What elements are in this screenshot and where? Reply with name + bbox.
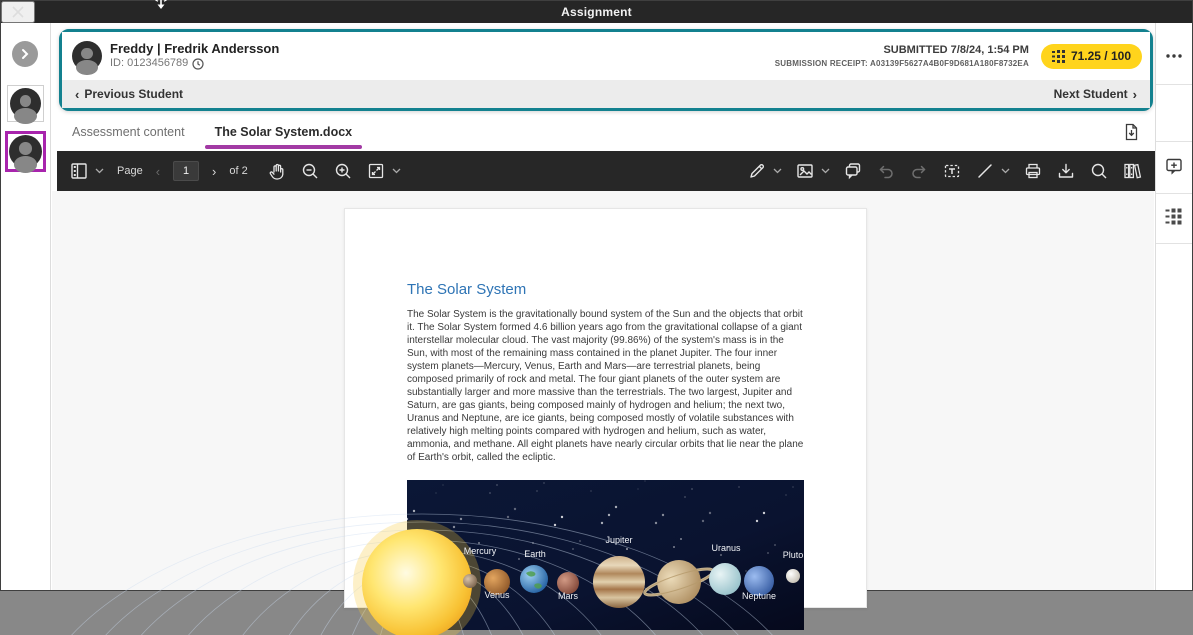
overflow-menu-icon[interactable] (1165, 53, 1183, 59)
window-title: Assignment (561, 5, 632, 19)
top-bar (1, 1, 1192, 23)
clock-icon (192, 58, 204, 70)
planet-sun (362, 529, 472, 635)
svg-text:Uranus: Uranus (711, 543, 741, 553)
download-document-icon[interactable] (1123, 123, 1140, 141)
student-id: ID: 0123456789 (110, 57, 189, 70)
collapse-panel-icon[interactable] (1161, 98, 1187, 124)
print-icon[interactable] (1023, 161, 1043, 181)
previous-page-button[interactable]: ‹ (155, 163, 161, 179)
pan-hand-icon[interactable] (267, 161, 287, 181)
content-tab-row (52, 113, 1154, 151)
pdf-viewer-toolbar (57, 151, 1157, 191)
search-icon[interactable] (1089, 161, 1109, 181)
chevron-right-icon: › (1132, 86, 1137, 102)
planet-earth (520, 565, 548, 593)
planet-uranus (709, 563, 741, 595)
tools-rail (1155, 23, 1192, 590)
tab-submission-file[interactable]: The Solar System.docx (209, 115, 359, 149)
pen-annotation-icon[interactable] (747, 161, 767, 181)
chevron-down-icon[interactable] (1001, 168, 1010, 174)
page-label: Page (117, 165, 143, 177)
zoom-out-icon[interactable] (300, 161, 320, 181)
planet-pluto (786, 569, 800, 583)
submission-receipt: SUBMISSION RECEIPT: A03139F5627A4B0F9D681A180F8732EA (774, 59, 1029, 69)
document-paragraph: The Solar System is the gravitationally bound system of the Sun and the objects that orbit it. The Solar System formed 4.6 billion years ago from the gravitational collapse of a giant interstellar molecular cloud. The vast majority (99.86%) of the system's mass is in the Sun, with most of the remaining mass contained in the planet Jupiter. The four inner system planets—Mercury, Venus, Earth and Mars—are terrestrial planets, being composed primarily of rock and metal. The four giant planets of the outer system are substantially larger and more massive than the terrestrials. The two largest, Jupiter and Saturn, are gas giants, being composed mainly of hydrogen and helium; the next two, Uranus and Neptune, are ice giants, being composed mostly of volatile substances with relatively high melting points compared with hydrogen and helium, such as water, ammonia, and methane. All eight planets have nearly circular orbits that lie near the plane of Earth's orbit, called the ecliptic. (407, 309, 804, 463)
planet-jupiter (593, 556, 645, 608)
rubric-grid-icon[interactable] (1165, 208, 1184, 227)
expand-panel-icon[interactable] (12, 41, 38, 67)
thumbnails-panel-icon[interactable] (69, 161, 89, 181)
svg-text:Mercury: Mercury (463, 546, 497, 556)
student-thumb-1[interactable] (7, 85, 44, 122)
student-name: Freddy | Fredrik Andersson (110, 41, 280, 56)
solar-system-figure (407, 480, 804, 601)
svg-text:Venus: Venus (484, 590, 510, 600)
divider (1156, 193, 1192, 194)
svg-text:Mars: Mars (558, 591, 578, 601)
chevron-down-icon[interactable] (392, 168, 401, 174)
svg-text:Pluto: Pluto (782, 550, 804, 560)
add-comment-icon[interactable] (1164, 156, 1184, 176)
submitted-timestamp: SUBMITTED 7/8/24, 1:54 PM (883, 43, 1029, 56)
solar-system-illustration (407, 480, 804, 630)
grade-pill[interactable] (1041, 44, 1142, 69)
student-header-card (59, 29, 1153, 111)
score-value: 71.25 / 100 (1070, 49, 1131, 63)
previous-student-button[interactable]: ‹ Previous Student (75, 86, 184, 102)
rubric-grid-icon (1052, 50, 1065, 63)
line-tool-icon[interactable] (975, 161, 995, 181)
divider (1156, 84, 1192, 85)
page-total: of 2 (229, 165, 248, 177)
student-list-rail (1, 23, 51, 590)
chevron-down-icon[interactable] (821, 168, 830, 174)
student-thumb-2-selected[interactable] (5, 131, 46, 172)
zoom-in-icon[interactable] (333, 161, 353, 181)
avatar (72, 41, 102, 71)
divider (1156, 141, 1192, 142)
chevron-down-icon[interactable] (95, 168, 104, 174)
undo-icon[interactable] (876, 161, 896, 181)
student-nav-row (62, 80, 1150, 108)
next-page-button[interactable]: › (212, 163, 217, 179)
svg-text:Jupiter: Jupiter (605, 535, 633, 545)
planet-mercury (463, 574, 477, 588)
avatar (10, 88, 41, 119)
document-viewer[interactable] (52, 191, 1154, 601)
next-student-button[interactable]: Next Student › (1053, 86, 1137, 102)
page-number-input[interactable] (173, 161, 199, 181)
chevron-down-icon[interactable] (773, 168, 782, 174)
text-annotation-icon[interactable] (942, 161, 962, 181)
duplicate-comment-icon[interactable] (843, 161, 863, 181)
avatar (9, 135, 42, 168)
student-info-row (62, 32, 1150, 80)
tab-assessment-content[interactable]: Assessment content (66, 115, 191, 149)
document-heading: The Solar System (407, 281, 527, 298)
document-page (344, 208, 867, 608)
divider (1156, 243, 1192, 244)
fit-page-icon[interactable] (366, 161, 386, 181)
svg-text:Neptune: Neptune (741, 591, 777, 601)
svg-text:Earth: Earth (524, 549, 546, 559)
redo-icon[interactable] (909, 161, 929, 181)
library-icon[interactable] (1122, 161, 1143, 181)
image-stamp-icon[interactable] (795, 161, 815, 181)
chevron-left-icon: ‹ (75, 86, 80, 102)
download-icon[interactable] (1056, 161, 1076, 181)
move-down-cursor-icon (153, 0, 169, 14)
